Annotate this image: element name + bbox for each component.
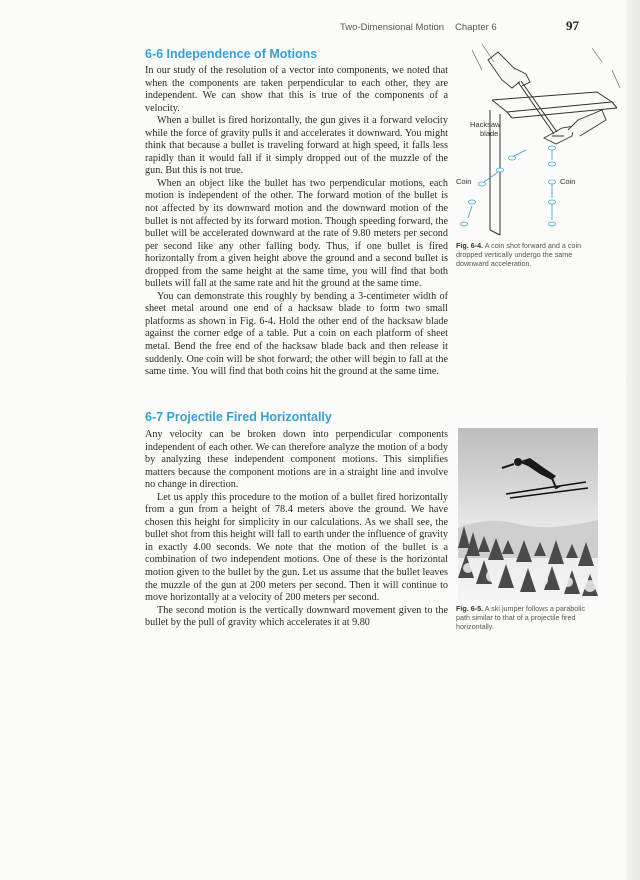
paragraph: The second motion is the vertically downward movement given to the bullet by the pull of gravity which accelerates it at 9.80	[145, 604, 448, 629]
label-coin-left: Coin	[456, 177, 472, 186]
label-hacksaw: Hacksaw	[470, 120, 501, 129]
section-6-7-body	[145, 429, 448, 630]
figure-6-5-caption	[456, 604, 586, 631]
paragraph: Any velocity can be broken down into perpendicular components independent of each other. We can therefore analyze the motion of a body by analyzing these independent component motions. This simplifies matters because the component motions are in a straight line and involve no change in direction.	[145, 429, 448, 491]
section-heading-6-7: 6-7 Projectile Fired Horizontally	[145, 410, 332, 424]
caption-number: Fig. 6-4.	[456, 241, 484, 250]
running-head-chapter: Chapter 6	[455, 22, 497, 33]
page-edge-shadow	[626, 0, 640, 880]
label-coin-right: Coin	[560, 177, 576, 186]
paragraph: You can demonstrate this roughly by bending a 3-centimeter width of sheet metal around one end of a hacksaw blade to form two small platforms as shown in Fig. 6-4. Hold the other end of the hacksaw blade against the corner edge of a table. Put a coin on each platform of sheet metal. Bend the free end of the hacksaw blade back and then release it suddenly. One coin will be shot forward; the other will begin to fall at the same time. You will find that both coins hit the ground at the same time.	[145, 290, 448, 378]
caption-number: Fig. 6-5.	[456, 604, 484, 613]
figure-6-4-caption	[456, 241, 586, 268]
caption-text: A coin shot forward and a coin dropped vertically undergo the same downward acceleration.	[456, 241, 582, 268]
falling-coin-column	[549, 146, 556, 226]
section-6-6-body	[145, 65, 448, 379]
running-head	[340, 22, 590, 36]
projectile-coin-path	[461, 150, 527, 226]
label-blade: blade	[480, 129, 499, 138]
hand-drawing	[488, 52, 606, 144]
caption-text: A ski jumper follows a parabolic path similar to that of a projectile fired horizontally.	[456, 604, 586, 631]
paragraph: When an object like the bullet has two perpendicular motions, each motion is independent of the other. The forward motion of the bullet is not affected by its downward motion and the downward motion of the bullet is not affected by its forward motion. Though speeding forward, the bullet will be accelerated downward at the rate of 9.80 meters per second per second like any other falling body. Thus, if one bullet is fired horizontally from a given height above the ground and a second bullet is dropped from the same height at the same time, you will find that both bullets will fall at the same rate and hit the ground at the same time.	[145, 177, 448, 290]
page-number: 97	[566, 18, 579, 33]
paragraph: When a bullet is fired horizontally, the gun gives it a forward velocity while the force of gravity pulls it and accelerates it downward. You might think that because a bullet is traveling forward at high speed, it falls less rapidly than it would fall if it simply dropped out of the muzzle of the gun. But this is not true.	[145, 115, 448, 177]
figure-6-5-photo	[458, 428, 598, 600]
paragraph: In our study of the resolution of a vector into components, we noted that when the components are taken perpendicular to each other, they are independent. We can show that this is true of the components of a velocity.	[145, 65, 448, 114]
paragraph: Let us apply this procedure to the motion of a bullet fired horizontally from a gun from a height of 78.4 meters above the ground. We have chosen this height for simplicity in our calculations. As we shall see, the bullet shot from this height will fall to earth under the influence of gravity in exactly 4.00 seconds. We note that the motion of the bullet is a combination of two independent motions. One of these is the horizontal motion given to the bullet by the gun. Let us assume that the bullet leaves the muzzle of the gun at 200 meters per second. Then it will continue to move horizontally at a velocity of 200 meters per second.	[145, 491, 448, 604]
ski-jumper-photo	[458, 428, 598, 600]
section-heading-6-6: 6-6 Independence of Motions	[145, 47, 318, 61]
hacksaw-blade	[518, 81, 564, 136]
figure-6-4-illustration	[452, 40, 622, 240]
running-head-title: Two-Dimensional Motion	[340, 22, 445, 33]
